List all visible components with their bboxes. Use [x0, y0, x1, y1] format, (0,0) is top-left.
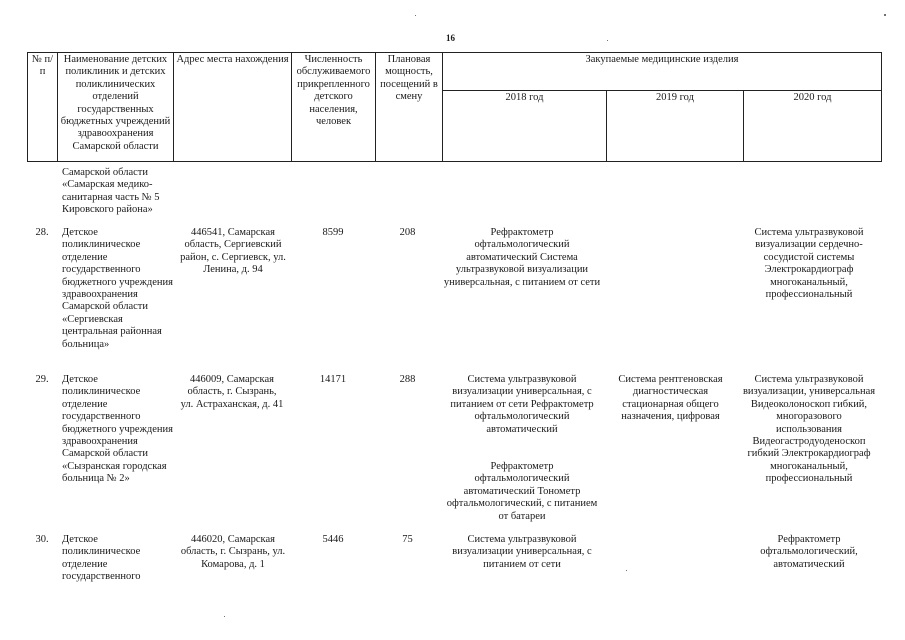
row-28-population: 8599 [322, 227, 344, 238]
header-2018: 2018 год [443, 90, 607, 161]
header-2019: 2019 год [607, 90, 744, 161]
row-30-capacity: 75 [402, 534, 413, 545]
scan-speck [415, 15, 416, 16]
row-29-num: 29. [35, 374, 49, 385]
header-capacity: Плановая мощность, посещений в смену [376, 53, 443, 162]
row-30-population: 5446 [322, 534, 344, 545]
row-29-2019: Система рентгеновская диагностическая стационарная общего назначения, цифровая [618, 374, 723, 423]
row-29-name: Детское поликлиническое отделение государственного бюджетного учреждения здравоохранения Самарской области «Сызранская городская больница № 2» [62, 374, 173, 485]
row-28-name: Детское поликлиническое отделение государственного бюджетного учреждения здравоохранения Самарской области «Сергиевская центральная районная больница» [62, 227, 173, 350]
scan-speck [224, 616, 225, 617]
row-28-capacity: 208 [399, 227, 416, 238]
row-28-2020: Система ультразвуковой визуализации сердечно-сосудистой системы Электрокардиограф многоканальный, профессиональный [754, 227, 864, 301]
header-num: № п/п [28, 53, 58, 162]
header-population: Численность обслуживаемого прикрепленного детского населения, человек [292, 53, 376, 162]
continuation-text: Самарской области «Самарская медико-санитарная часть № 5 Кировского района» [62, 167, 160, 216]
header-address: Адрес места нахождения [174, 53, 292, 162]
row-28-address: 446541, Самарская область, Сергиевский район, с. Сергиевск, ул. Ленина, д. 94 [180, 227, 286, 276]
row-28-num: 28. [35, 227, 49, 238]
row-29-capacity: 288 [399, 374, 416, 385]
row-30-name: Детское поликлиническое отделение государственного [62, 534, 141, 583]
row-29-address: 446009, Самарская область, г. Сызрань, ул. Астраханская, д. 41 [180, 374, 284, 410]
header-name: Наименование детских поликлиник и детских поликлинических отделений государственных бюджетных учреждений здравоохранения Самарской области [58, 53, 174, 162]
row-30-2018: Система ультразвуковой визуализации универсальная, с питанием от сети [452, 534, 592, 570]
scan-speck [626, 570, 627, 571]
row-29-2018-b: Рефрактометр офтальмологический автоматический Тонометр офтальмологический, с питанием от батареи [446, 461, 598, 522]
scan-speck [884, 14, 886, 16]
row-29-2018-a: Система ультразвуковой визуализации универсальная, с питанием от сети Рефрактометр офтальмологический автоматический [450, 374, 594, 435]
header-purchased: Закупаемые медицинские изделия [443, 53, 882, 91]
table-header [27, 52, 882, 162]
scan-speck [607, 40, 608, 41]
row-30-num: 30. [35, 534, 49, 545]
header-2020: 2020 год [744, 90, 882, 161]
row-28-2018: Рефрактометр офтальмологический автоматический Система ультразвуковой визуализации универсальная, с питанием от сети [443, 227, 601, 288]
page-number: 16 [446, 33, 455, 43]
row-30-address: 446020, Самарская область, г. Сызрань, ул. Комарова, д. 1 [180, 534, 286, 570]
row-29-population: 14171 [319, 374, 347, 385]
row-30-2020: Рефрактометр офтальмологический, автоматический [760, 534, 858, 570]
row-29-2020: Система ультразвуковой визуализации, универсальная Видеоколоноскоп гибкий, многоразового использования Видеогастродуоденоскоп гибкий Электрокардиограф многоканальный, профессиональный [742, 374, 876, 485]
